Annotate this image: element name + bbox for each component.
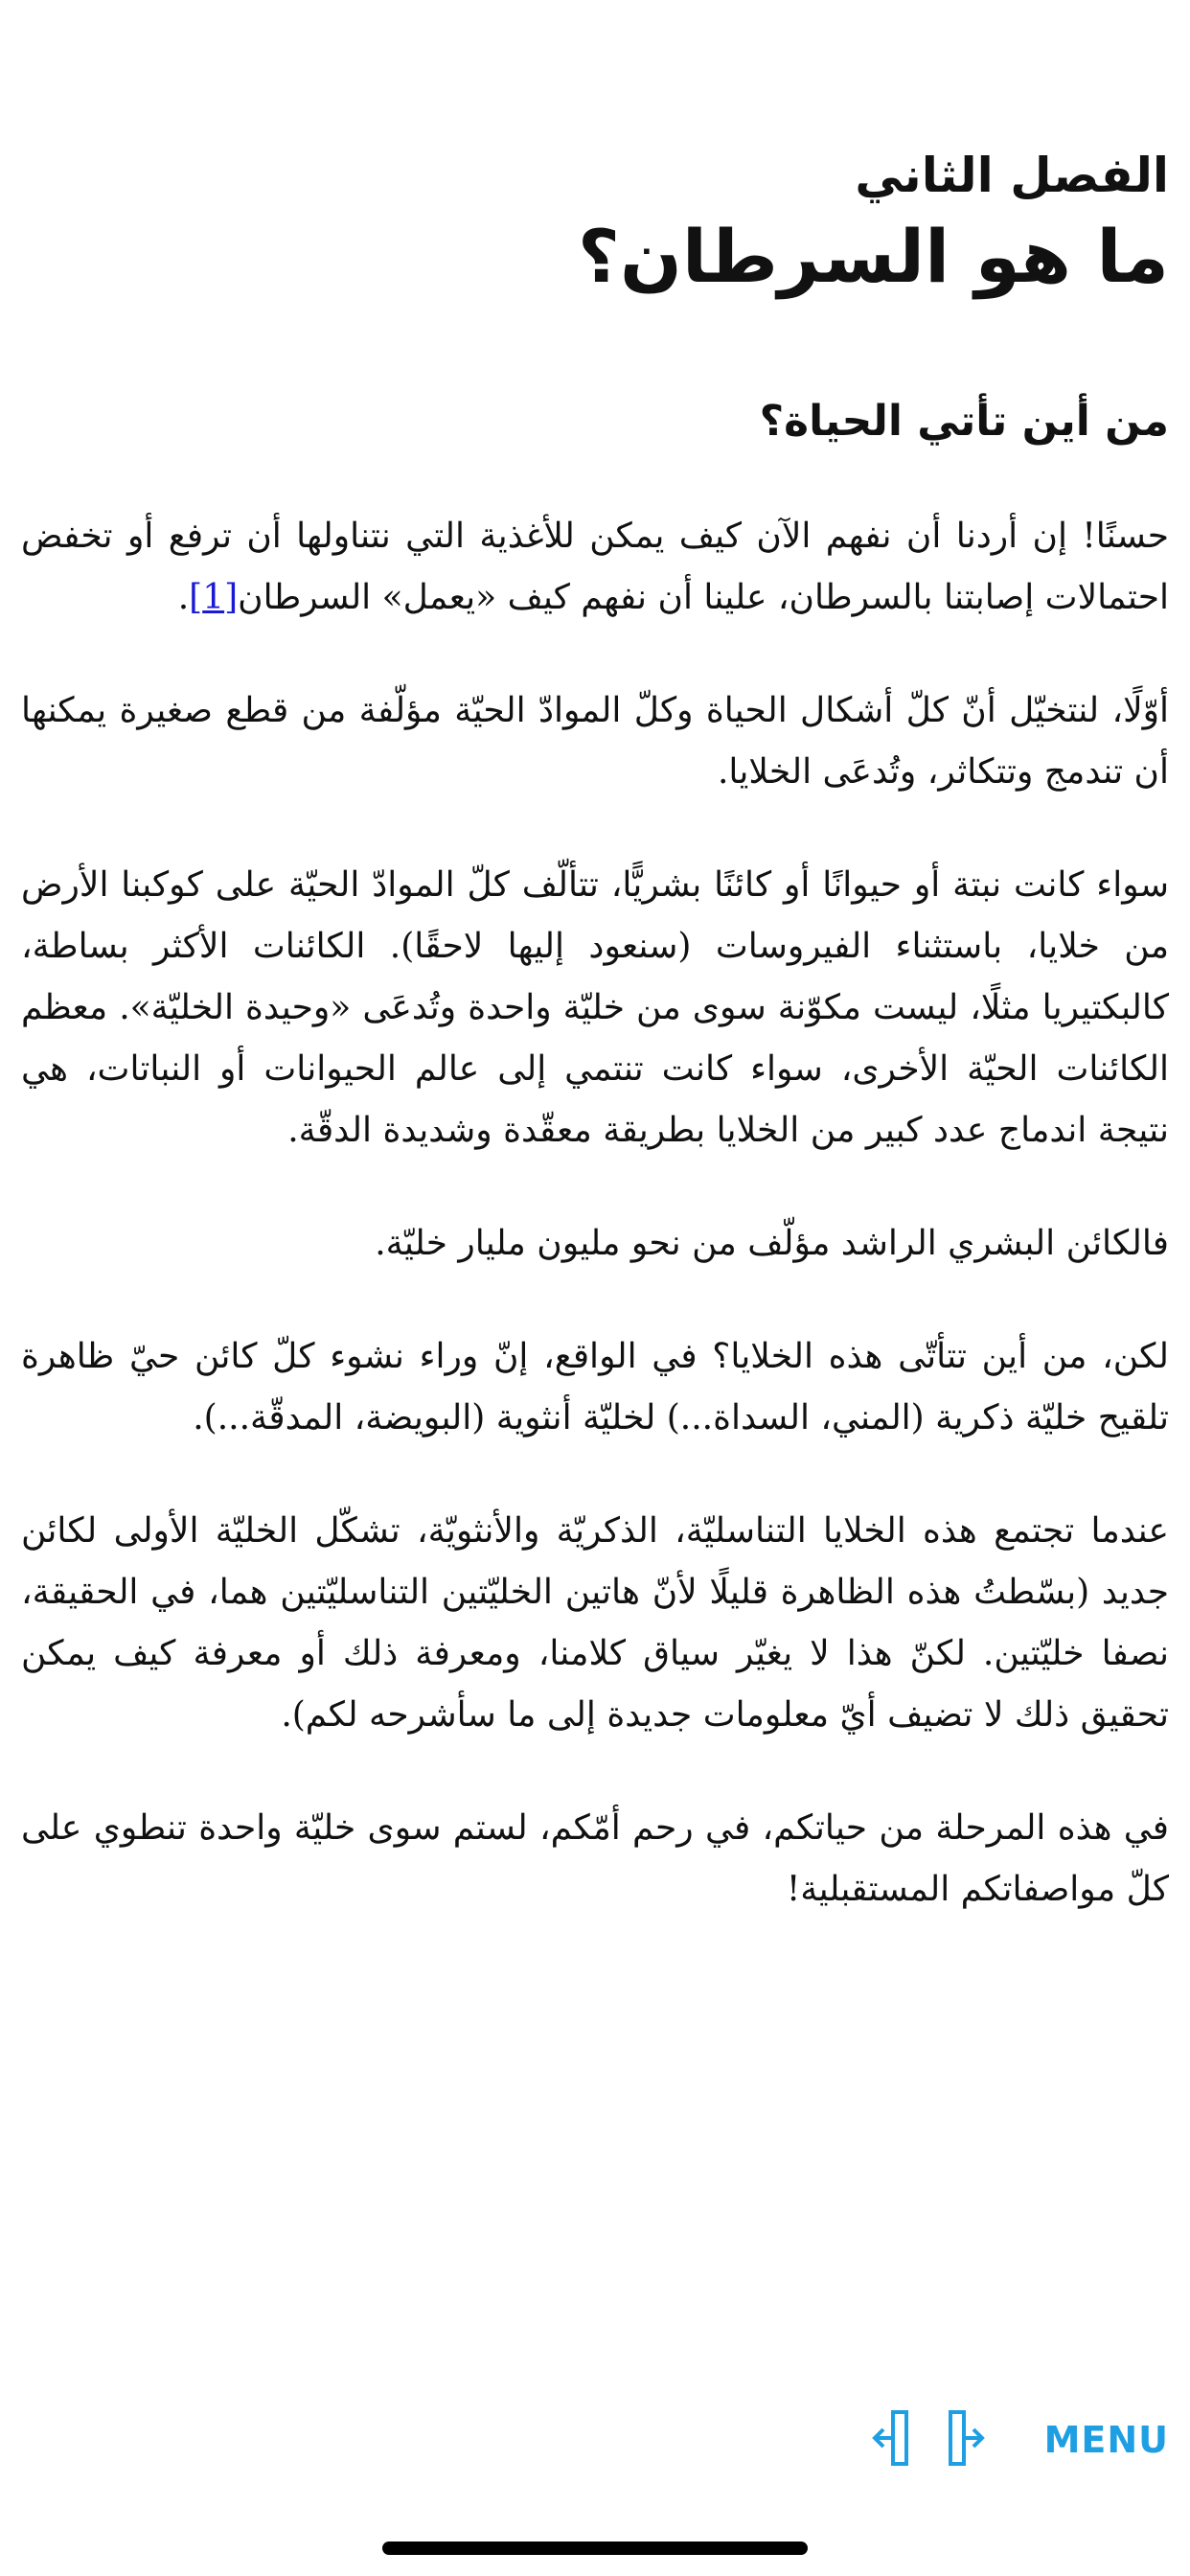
page-back-button[interactable] <box>868 2411 910 2469</box>
section-heading: من أين تأتي الحياة؟ <box>759 397 1169 446</box>
paragraph-suffix: . <box>177 578 190 617</box>
home-indicator[interactable] <box>382 2542 808 2555</box>
footnote-link-1[interactable]: [1] <box>189 578 239 617</box>
paragraph-4: فالكائن البشري الراشد مؤلّف من نحو مليون مليار خليّة. <box>375 1224 1169 1263</box>
paragraph-5: لكن، من أين تتأتّى هذه الخلايا؟ في الواقع، إنّ وراء نشوء كلّ كائن حيّ ظاهرة تلقيح خليّة ذكرية (المني، السداة...) لخليّة أنثوية (البويضة، المدقّة...). <box>21 1337 1169 1438</box>
reader-content <box>21 142 1169 1972</box>
page-back-icon <box>870 2410 908 2470</box>
paragraph-2: أوّلًا، لنتخيّل أنّ كلّ أشكال الحياة وكلّ الموادّ الحيّة مؤلّفة من قطع صغيرة يمكنها أن تندمج وتتكاثر، وتُدعَى الخلايا. <box>21 691 1169 792</box>
reader-toolbar <box>868 2409 1169 2471</box>
paragraph-text: حسنًا! إن أردنا أن نفهم الآن كيف يمكن للأغذية التي نتناولها أن ترفع أو تخفض احتمالات إصابتنا بالسرطان، علينا أن نفهم كيف «يعمل» السرطان <box>21 517 1169 617</box>
paragraph-7: في هذه المرحلة من حياتكم، في رحم أمّكم، لستم سوى خليّة واحدة تنطوي على كلّ مواصفاتكم المستقبلية! <box>21 1808 1169 1909</box>
chapter-label: الفصل الثاني <box>855 148 1169 203</box>
chapter-title: ما هو السرطان؟ <box>577 214 1169 299</box>
paragraph-1 <box>21 506 1169 629</box>
page-forward-icon <box>949 2410 987 2470</box>
paragraph-3: سواء كانت نبتة أو حيوانًا أو كائنًا بشريًّا، تتألّف كلّ الموادّ الحيّة على كوكبنا الأرض من خلايا، باستثناء الفيروسات (سنعود إليها لاحقًا). الكائنات الأكثر بساطة، كالبكتيريا مثلًا، ليست مكوّنة سوى من خليّة واحدة وتُدعَى «وحيدة الخليّة». معظم الكائنات الحيّة الأخرى، سواء كانت تنتمي إلى عالم الحيوانات أو النباتات، هي نتيجة اندماج عدد كبير من الخلايا بطريقة معقّدة وشديدة الدقّة. <box>21 865 1170 1150</box>
paragraph-6: عندما تجتمع هذه الخلايا التناسليّة، الذكريّة والأنثويّة، تشكّل الخليّة الأولى لكائن جديد (بسّطتُ هذه الظاهرة قليلًا لأنّ هاتين الخليّتين التناسليّتين هما، في الحقيقة، نصفا خليّتين. لكنّ هذا لا يغيّر سياق كلامنا، ومعرفة ذلك أو معرفة كيف يمكن تحقيق ذلك لا تضيف أيّ معلومات جديدة إلى ما سأشرحه لكم). <box>21 1511 1170 1735</box>
page-forward-button[interactable] <box>947 2411 989 2469</box>
menu-button[interactable]: MENU <box>1043 2419 1169 2461</box>
